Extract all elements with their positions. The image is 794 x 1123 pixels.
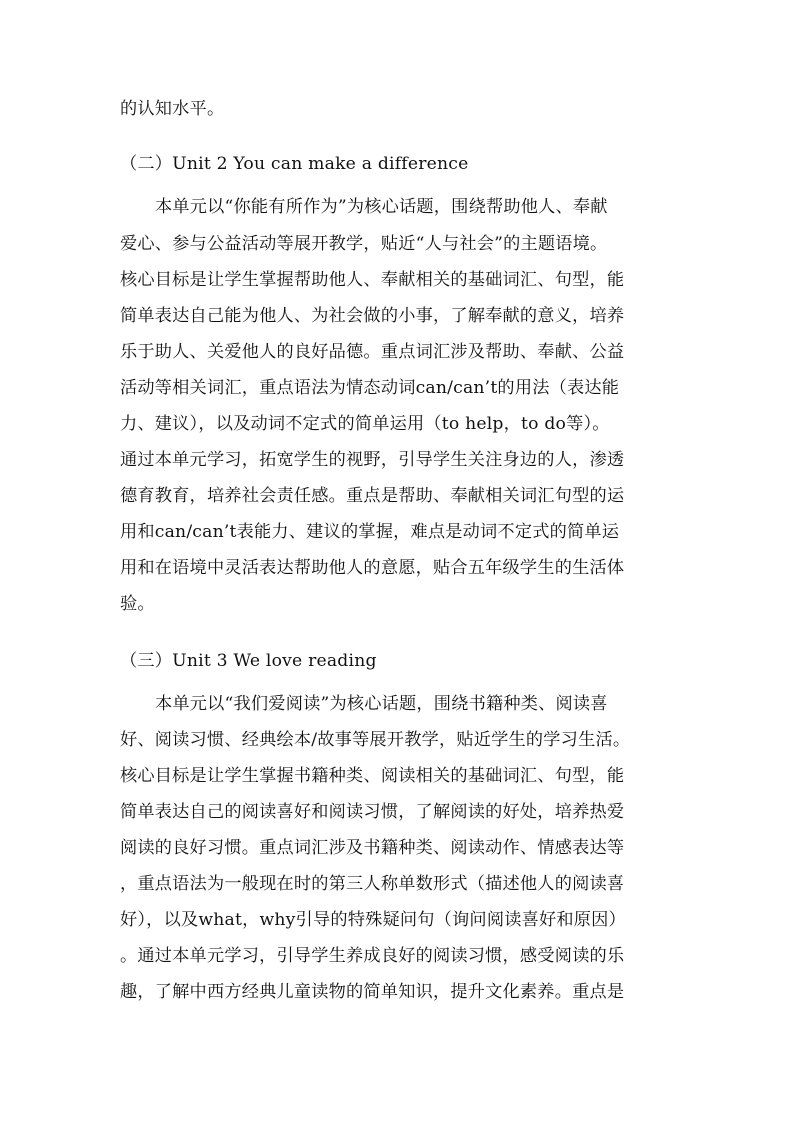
paragraph-line: 爱心、参与公益活动等展开教学，贴近“人与社会”的主题语境。 [120, 234, 608, 254]
paragraph-line: 趣，了解中西方经典儿童读物的简单知识，提升文化素养。重点是 [120, 982, 625, 1002]
paragraph-line: 本单元以“我们爱阅读”为核心话题，围绕书籍种类、阅读喜 [155, 694, 608, 714]
section-heading-unit-2: （二）Unit 2 You can make a difference [120, 154, 469, 174]
paragraph-line: 德育教育，培养社会责任感。重点是帮助、奉献相关词汇句型的运 [120, 486, 625, 506]
paragraph-line: 好），以及what，why引导的特殊疑问句（询问阅读喜好和原因） [120, 910, 626, 930]
paragraph-line: 本单元以“你能有所作为”为核心话题，围绕帮助他人、奉献 [155, 197, 608, 217]
paragraph-line: 用和在语境中灵活表达帮助他人的意愿，贴合五年级学生的生活体 [120, 558, 625, 578]
paragraph-line: 验。 [120, 594, 155, 614]
paragraph-line: 。通过本单元学习，引导学生养成良好的阅读习惯，感受阅读的乐 [120, 946, 625, 966]
paragraph-line: 通过本单元学习，拓宽学生的视野，引导学生关注身边的人，渗透 [120, 450, 625, 470]
paragraph-line: 核心目标是让学生掌握帮助他人、奉献相关的基础词汇、句型，能 [120, 270, 625, 290]
paragraph-line: 乐于助人、关爱他人的良好品德。重点词汇涉及帮助、奉献、公益 [120, 342, 625, 362]
paragraph-line: 活动等相关词汇，重点语法为情态动词can/can’t的用法（表达能 [120, 378, 620, 398]
paragraph-line: ，重点语法为一般现在时的第三人称单数形式（描述他人的阅读喜 [120, 874, 625, 894]
paragraph-line: 阅读的良好习惯。重点词汇涉及书籍种类、阅读动作、情感表达等 [120, 838, 625, 858]
paragraph-line: 核心目标是让学生掌握书籍种类、阅读相关的基础词汇、句型，能 [120, 766, 625, 786]
paragraph-line: 好、阅读习惯、经典绘本/故事等展开教学，贴近学生的学习生活。 [120, 730, 631, 750]
paragraph-line: 用和can/can’t表能力、建议的掌握，难点是动词不定式的简单运 [120, 522, 620, 542]
paragraph-line: 的认知水平。 [120, 99, 225, 119]
paragraph-line: 简单表达自己能为他人、为社会做的小事，了解奉献的意义，培养 [120, 306, 625, 326]
paragraph-line: 力、建议），以及动词不定式的简单运用（to help，to do等）。 [120, 414, 610, 434]
section-heading-unit-3: （三）Unit 3 We love reading [120, 651, 377, 671]
paragraph-line: 简单表达自己的阅读喜好和阅读习惯，了解阅读的好处，培养热爱 [120, 802, 625, 822]
